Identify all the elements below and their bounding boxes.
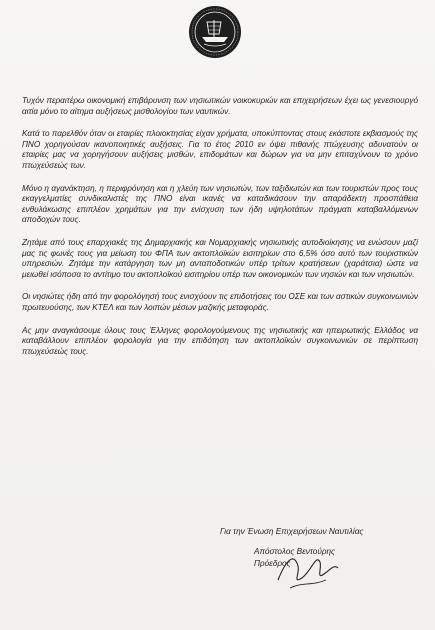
- signatory-role: Πρόεδρος: [254, 559, 291, 568]
- paragraph-4: Ζητάμε από τους επαρχιακές της Δημαρχιακής και Νομαρχιακής νησιωτικής αυτοδιοίκησης να ενώσουν μαζί μας τις φωνές τους για μείωση του ΦΠΑ των ακτοπλοϊκών εισιτηρίων στο 6,5% όσο αυτό των τουριστικών υπηρεσιών. Ζητάμε την κατάργηση των μη ανταποδοτικών υπέρ τρίτων κρατήσεων (χαράτσια) ώστε να μειωθεί ισόποσα το αντίτιμο του ακτοπλοϊκού εισιτηρίου υπέρ των οικονομικών των νησιών και των νησιωτών.: [22, 237, 418, 279]
- letter-body: [22, 96, 418, 369]
- handwritten-signature: [272, 540, 342, 600]
- paragraph-5: Οι νησιώτες ήδη από την φορολόγησή τους ενισχύουν τις επιδοτήσεις του ΟΣΕ και των αστικών συγκοινωνιών πρωτευούσης, των ΚΤΕΛ και των λοιπών μέσων μαζικής μεταφοράς.: [22, 292, 418, 312]
- paragraph-6: Ας μην αναγκάσουμε όλους τους Έλληνες φορολογούμενους της νησιωτικής και ηπειρωτικής Ελλάδος να καταβάλλουν επιπλέον φορολογία για την επιδότηση των ακτοπλοϊκών συγκοινωνιών σε περίπτωση πτωχεύσεώς τους.: [22, 325, 418, 356]
- organization-line: Για την Ένωση Επιχειρήσεων Ναυτιλίας: [220, 527, 364, 536]
- ship-seal-icon: [187, 4, 243, 60]
- paragraph-1: Τυχόν περαιτέρω οικονομική επιβάρυνση των νησιωτικών νοικοκυριών και επιχειρήσεων έχει ως γενεσιουργό αιτία μόνο το αίτημα αυξήσεως μισθολογίου των ναυτικών.: [22, 96, 418, 116]
- signatory-name: Απόστολος Βεντούρης: [254, 547, 336, 556]
- paragraph-2: Κατά το παρελθόν όταν οι εταιρίες πλοιοκτησίας είχαν χρήματα, υποκύπτοντας στους εκάστοτε εκβιασμούς της ΠΝΟ χορηγούσαν ικανοποιητικές αυξήσεις. Για το έτος 2010 εν όψει πιθανής πτώχευσης αδυνατούν οι εταιρίες μας να χορηγήσουν αυξήσεις μισθών, επιδομάτων και δώρων για να μην επιταχύνουν το χρόνο πτωχεύσεώς των.: [22, 129, 418, 170]
- paragraph-3: Μόνο η αγανάκτηση, η περιφρόνηση και η χλεύη των νησιωτών, των ταξιδιωτών και των τουριστών προς τους εκαγγελματίες συνδικαλιστές της ΠΝΟ είναι ικανές να καταδικάσουν την απαράδεκτη προσπάθεια ενθυλάκωσης επιπλέον χρημάτων για την ενίσχυση των ήδη υψηλοτάτων πράγματι καταβαλλόμενων αποδοχών τους.: [22, 183, 418, 225]
